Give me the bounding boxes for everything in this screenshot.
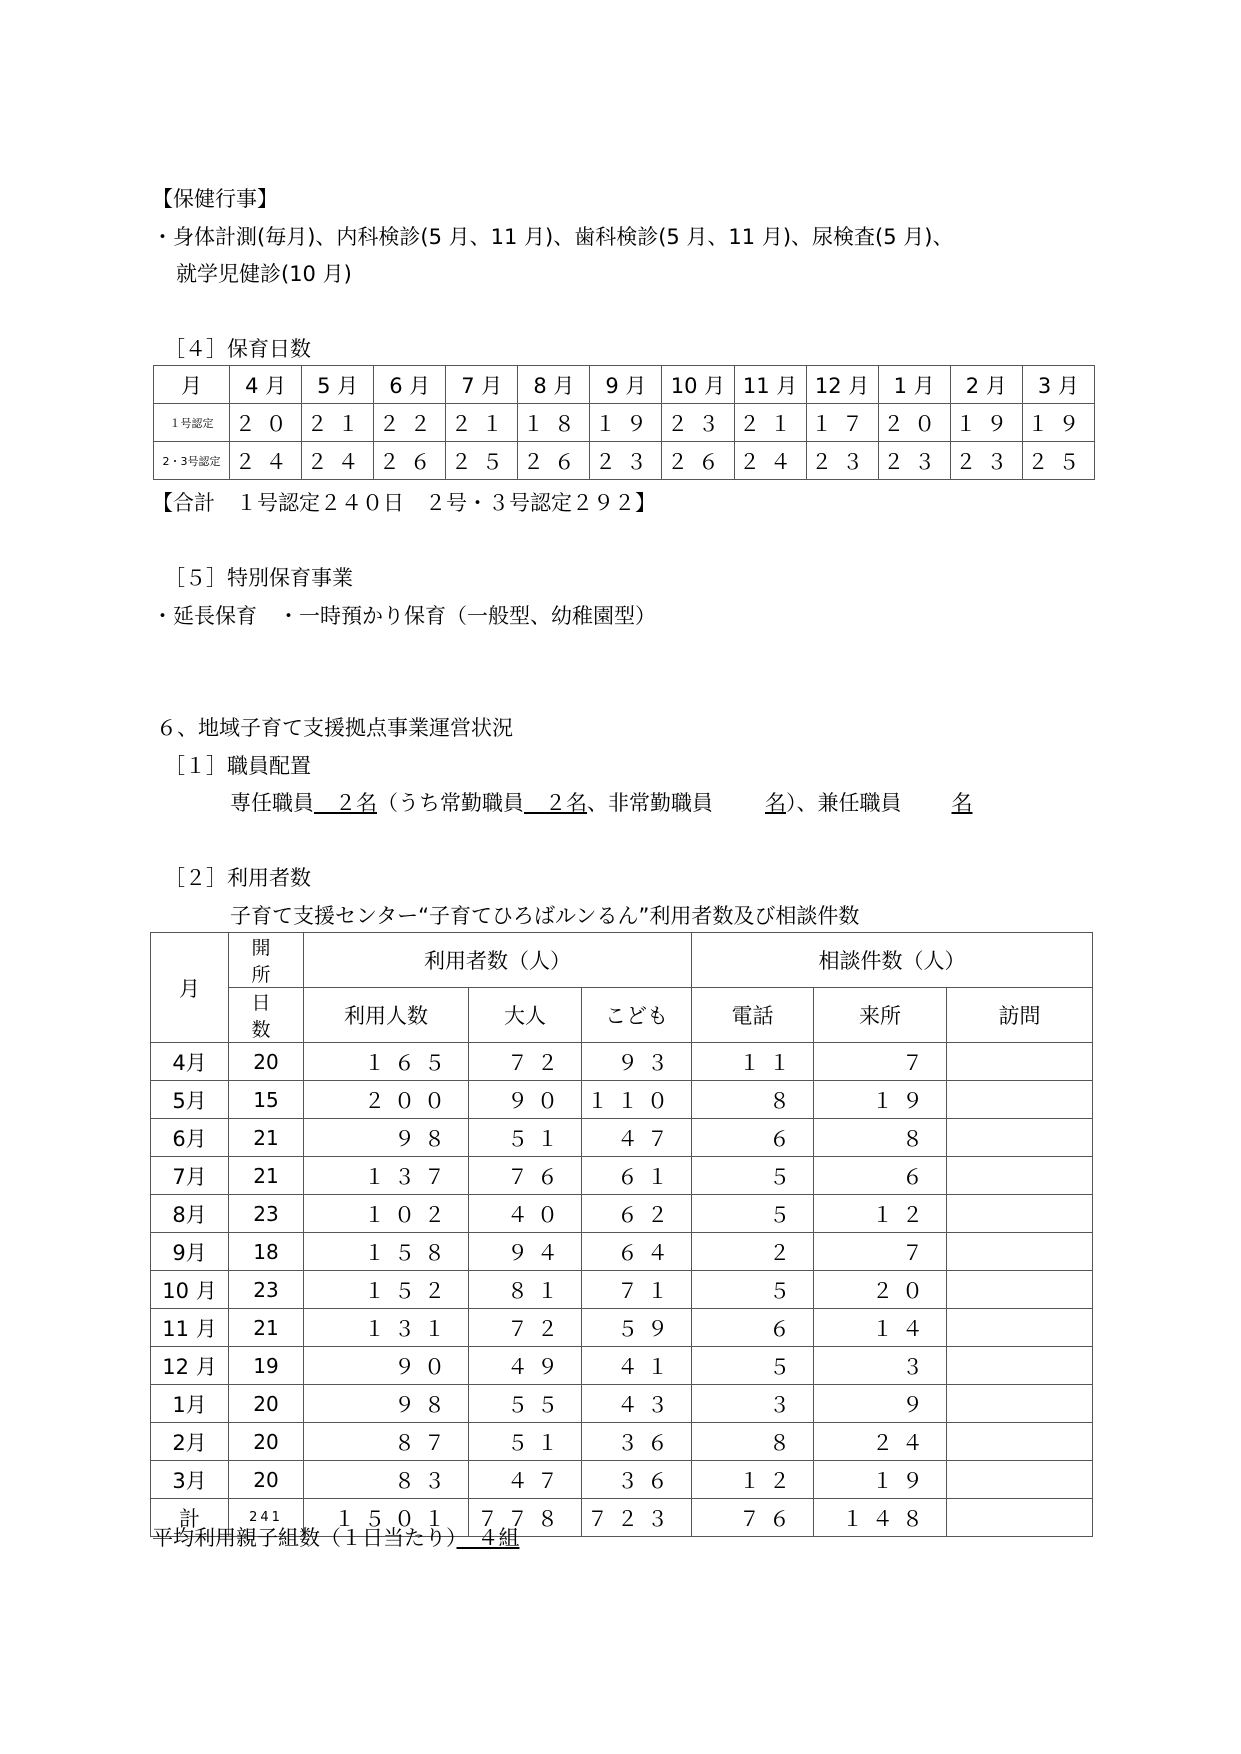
staff-line [230,790,973,816]
visit-in-cell: ３ [814,1347,947,1385]
adults-cell: ４９ [469,1347,582,1385]
care-days-value: ２６ [518,442,590,480]
visit-in-cell: ２０ [814,1271,947,1309]
total-users-cell: ９８ [304,1385,469,1423]
staff-heading: ［１］職員配置 [164,754,311,778]
total-users-cell: １５２ [304,1271,469,1309]
adults-cell: ５１ [469,1119,582,1157]
visit-in-cell: ２４ [814,1423,947,1461]
phone-cell: ５ [692,1157,814,1195]
month-header-cell: 12 月 [806,366,878,404]
home-visit-cell [947,1195,1093,1233]
regular-staff-label: （うち常勤職員 [377,791,524,815]
care-days-value: ２２ [374,404,446,442]
adults-cell: ７６ [469,1157,582,1195]
care-days-value: １９ [1022,404,1094,442]
visit-in-cell: ６ [814,1157,947,1195]
part-time-staff-value: 名 [765,791,786,815]
month-cell: 4月 [151,1043,229,1081]
open-days-cell: 15 [229,1081,304,1119]
row-label: １号認定 [154,404,230,442]
total-users-cell: １３１ [304,1309,469,1347]
adults-cell: ７７８ [469,1499,582,1537]
users-table [150,932,1093,1537]
regular-staff-value: ２名 [524,791,587,815]
open-days-cell: 21 [229,1119,304,1157]
total-users-cell: ９０ [304,1347,469,1385]
open-days-cell: 20 [229,1385,304,1423]
full-time-staff-label: 専任職員 [230,791,314,815]
children-cell: ４３ [582,1385,692,1423]
health-events-heading: 【保健行事】 [152,187,278,211]
care-days-value: ２６ [374,442,446,480]
care-days-value: ２４ [230,442,302,480]
month-header-cell: 4 月 [230,366,302,404]
month-cell: 計 [151,1499,229,1537]
children-cell: ５９ [582,1309,692,1347]
health-events-line-2: 就学児健診(10 月) [176,262,352,286]
month-cell: 10 月 [151,1271,229,1309]
consult-group-header: 相談件数（人） [692,933,1093,988]
row-label: 2・3号認定 [154,442,230,480]
month-header-cell: 8 月 [518,366,590,404]
care-days-table [153,365,1095,480]
open-days-cell: 23 [229,1195,304,1233]
children-cell: １１０ [582,1081,692,1119]
care-days-value: ２０ [878,404,950,442]
month-cell: 6月 [151,1119,229,1157]
table-row [151,1385,1093,1423]
phone-cell: １２ [692,1461,814,1499]
adults-cell: ４０ [469,1195,582,1233]
care-days-value: ２４ [734,442,806,480]
table-row [151,1233,1093,1271]
visit-in-cell: １４ [814,1309,947,1347]
month-cell: 12 月 [151,1347,229,1385]
month-header: 月 [154,366,230,404]
phone-cell: ７６ [692,1499,814,1537]
phone-cell: ５ [692,1195,814,1233]
visit-in-cell: ９ [814,1385,947,1423]
children-cell: ６４ [582,1233,692,1271]
concurrent-staff-value: 名 [951,791,973,815]
month-header-cell: 7 月 [446,366,518,404]
table-row [151,1157,1093,1195]
care-days-value: ２１ [302,404,374,442]
total-users-cell: ８７ [304,1423,469,1461]
month-cell: 7月 [151,1157,229,1195]
adults-cell: ５５ [469,1385,582,1423]
care-days-value: ２３ [590,442,662,480]
care-days-value: ２５ [1022,442,1094,480]
users-heading: ［２］利用者数 [164,866,311,890]
full-time-staff-value: ２名 [314,791,377,815]
table-row [151,1195,1093,1233]
adults-cell: ９４ [469,1233,582,1271]
section-6-heading: ６、地域子育て支援拠点事業運営状況 [156,716,513,740]
special-care-items: ・延長保育 ・一時預かり保育（一般型、幼稚園型） [152,604,656,628]
average-line [152,1525,520,1551]
month-cell: 2月 [151,1423,229,1461]
visit-in-cell: １４８ [814,1499,947,1537]
care-days-value: ２４ [302,442,374,480]
month-cell: 11 月 [151,1309,229,1347]
total-users-cell: １０２ [304,1195,469,1233]
total-users-cell: １６５ [304,1043,469,1081]
children-cell: ４１ [582,1347,692,1385]
home-visit-cell [947,1081,1093,1119]
care-days-value: ２６ [662,442,734,480]
total-users-cell: １５０１ [304,1499,469,1537]
home-visit-cell [947,1119,1093,1157]
part-time-staff-label: 、非常勤職員 [587,791,713,815]
table-row [151,1081,1093,1119]
month-cell: 3月 [151,1461,229,1499]
total-users-header: 利用人数 [304,988,469,1043]
month-header: 月 [151,933,229,1043]
visit-in-cell: １２ [814,1195,947,1233]
month-header-cell: 6 月 [374,366,446,404]
phone-cell: ５ [692,1347,814,1385]
month-cell: 9月 [151,1233,229,1271]
phone-cell: ８ [692,1081,814,1119]
phone-cell: ６ [692,1309,814,1347]
care-days-value: １９ [950,404,1022,442]
open-days-cell: 20 [229,1461,304,1499]
care-days-value: ２３ [878,442,950,480]
children-cell: ４７ [582,1119,692,1157]
care-days-row [154,442,1095,480]
adults-cell: ７２ [469,1043,582,1081]
visit-in-cell: ７ [814,1043,947,1081]
average-label: 平均利用親子組数（１日当たり） [152,1526,457,1550]
table-row [151,1271,1093,1309]
health-events-line-1: ・身体計測(毎月)、内科検診(5 月、11 月)、歯科検診(5 月、11 月)、尿検査(5 月)、 [152,225,954,249]
care-days-value: １７ [806,404,878,442]
visit-in-cell: １９ [814,1461,947,1499]
table-row [151,1423,1093,1461]
month-cell: 8月 [151,1195,229,1233]
care-days-value: ２５ [446,442,518,480]
month-header-cell: 3 月 [1022,366,1094,404]
home-visit-cell [947,1423,1093,1461]
open-days-cell: 18 [229,1233,304,1271]
care-days-heading: ［４］保育日数 [164,337,311,361]
phone-cell: ３ [692,1385,814,1423]
open-days-cell: 23 [229,1271,304,1309]
care-days-row [154,404,1095,442]
care-days-total: 【合計 １号認定２４０日 ２号・３号認定２９２】 [152,491,656,515]
total-users-cell: １３７ [304,1157,469,1195]
phone-header: 電話 [692,988,814,1043]
home-visit-header: 訪問 [947,988,1093,1043]
care-days-value: ２１ [734,404,806,442]
home-visit-cell [947,1271,1093,1309]
visit-in-cell: １９ [814,1081,947,1119]
adults-cell: ７２ [469,1309,582,1347]
total-users-cell: ９８ [304,1119,469,1157]
open-days-header-top: 開 所 [229,933,304,988]
adults-cell: ８１ [469,1271,582,1309]
adults-cell: ５１ [469,1423,582,1461]
phone-cell: ２ [692,1233,814,1271]
care-days-value: ２３ [662,404,734,442]
home-visit-cell [947,1233,1093,1271]
phone-cell: ５ [692,1271,814,1309]
phone-cell: １１ [692,1043,814,1081]
visit-in-header: 来所 [814,988,947,1043]
adults-cell: ９０ [469,1081,582,1119]
open-days-header-bottom: 日 数 [229,988,304,1043]
home-visit-cell [947,1157,1093,1195]
table-row [151,1043,1093,1081]
open-days-cell: 21 [229,1309,304,1347]
phone-cell: ６ [692,1119,814,1157]
children-cell: ９３ [582,1043,692,1081]
open-days-cell: 19 [229,1347,304,1385]
adults-header: 大人 [469,988,582,1043]
average-value: ４組 [456,1526,520,1550]
adults-cell: ４７ [469,1461,582,1499]
children-cell: ６２ [582,1195,692,1233]
month-header-cell: 5 月 [302,366,374,404]
care-days-value: １９ [590,404,662,442]
table-row [151,1461,1093,1499]
children-cell: ３６ [582,1423,692,1461]
children-cell: ６１ [582,1157,692,1195]
phone-cell: ８ [692,1423,814,1461]
home-visit-cell [947,1309,1093,1347]
users-header-row-2 [151,988,1093,1043]
visit-in-cell: ７ [814,1233,947,1271]
table-row [151,1309,1093,1347]
month-header-cell: 2 月 [950,366,1022,404]
home-visit-cell [947,1499,1093,1537]
care-days-header-row [154,366,1095,404]
users-table-title: 子育て支援センター“子育てひろばルンるん”利用者数及び相談件数 [230,904,860,928]
total-users-cell: １５８ [304,1233,469,1271]
users-header-row-1 [151,933,1093,988]
month-header-cell: 11 月 [734,366,806,404]
children-cell: ７１ [582,1271,692,1309]
home-visit-cell [947,1461,1093,1499]
visit-in-cell: ８ [814,1119,947,1157]
month-cell: 5月 [151,1081,229,1119]
care-days-value: ２３ [806,442,878,480]
home-visit-cell [947,1347,1093,1385]
open-days-cell: 21 [229,1157,304,1195]
children-header: こども [582,988,692,1043]
special-care-heading: ［５］特別保育事業 [164,566,353,590]
children-cell: ７２３ [582,1499,692,1537]
users-group-header: 利用者数（人） [304,933,692,988]
care-days-value: １８ [518,404,590,442]
care-days-value: ２３ [950,442,1022,480]
open-days-cell: 20 [229,1423,304,1461]
open-days-cell: 20 [229,1043,304,1081]
table-row [151,1347,1093,1385]
home-visit-cell [947,1385,1093,1423]
concurrent-staff-label: ）、兼任職員 [786,791,902,815]
month-cell: 1月 [151,1385,229,1423]
children-cell: ３６ [582,1461,692,1499]
month-header-cell: 10 月 [662,366,734,404]
care-days-value: ２１ [446,404,518,442]
total-users-cell: ８３ [304,1461,469,1499]
table-row [151,1119,1093,1157]
month-header-cell: 9 月 [590,366,662,404]
month-header-cell: 1 月 [878,366,950,404]
care-days-value: ２０ [230,404,302,442]
open-days-cell: 241 [229,1499,304,1537]
home-visit-cell [947,1043,1093,1081]
total-users-cell: ２００ [304,1081,469,1119]
